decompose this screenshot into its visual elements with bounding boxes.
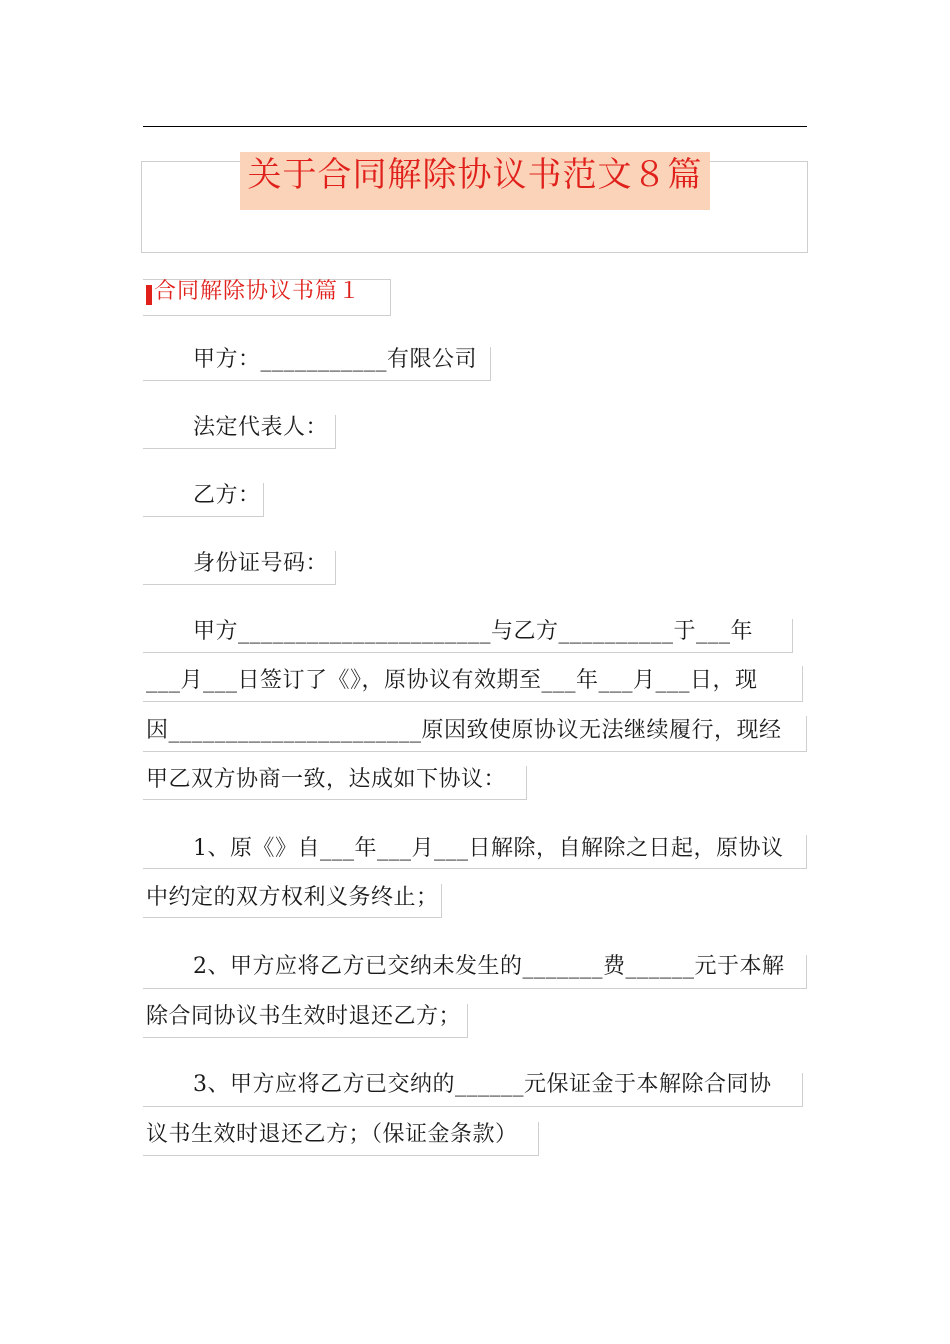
body-line: ___月___日签订了《》，原协议有效期至___年___月___日，现: [146, 668, 758, 693]
id-number-line: 身份证号码：: [193, 551, 329, 576]
section-heading: 合同解除协议书篇１: [154, 279, 362, 304]
body-line: 甲乙双方协商一致，达成如下协议：: [146, 767, 507, 792]
clause-line: 议书生效时退还乙方；（保证金条款）: [146, 1122, 518, 1147]
party-a-line: 甲方：___________有限公司: [193, 347, 478, 372]
body-line: 甲方______________________与乙方__________于___年: [193, 619, 754, 644]
clause-line: 1、原《》自___年___月___日解除，自解除之日起，原协议: [193, 836, 784, 861]
clause-line: 2、甲方应将乙方已交纳未发生的_______费______元于本解: [193, 954, 785, 979]
section-marker: [146, 285, 152, 305]
body-line: 因______________________原因致使原协议无法继续履行，现经: [146, 718, 782, 743]
clause-line: 3、甲方应将乙方已交纳的______元保证金于本解除合同协: [193, 1072, 772, 1097]
clause-line: 除合同协议书生效时退还乙方；: [146, 1004, 462, 1029]
header-rule: [143, 126, 807, 127]
document-title: 关于合同解除协议书范文８篇: [247, 155, 703, 195]
legal-rep-line: 法定代表人：: [193, 415, 329, 440]
clause-line: 中约定的双方权利义务终止；: [146, 885, 439, 910]
party-b-line: 乙方：: [193, 483, 261, 508]
